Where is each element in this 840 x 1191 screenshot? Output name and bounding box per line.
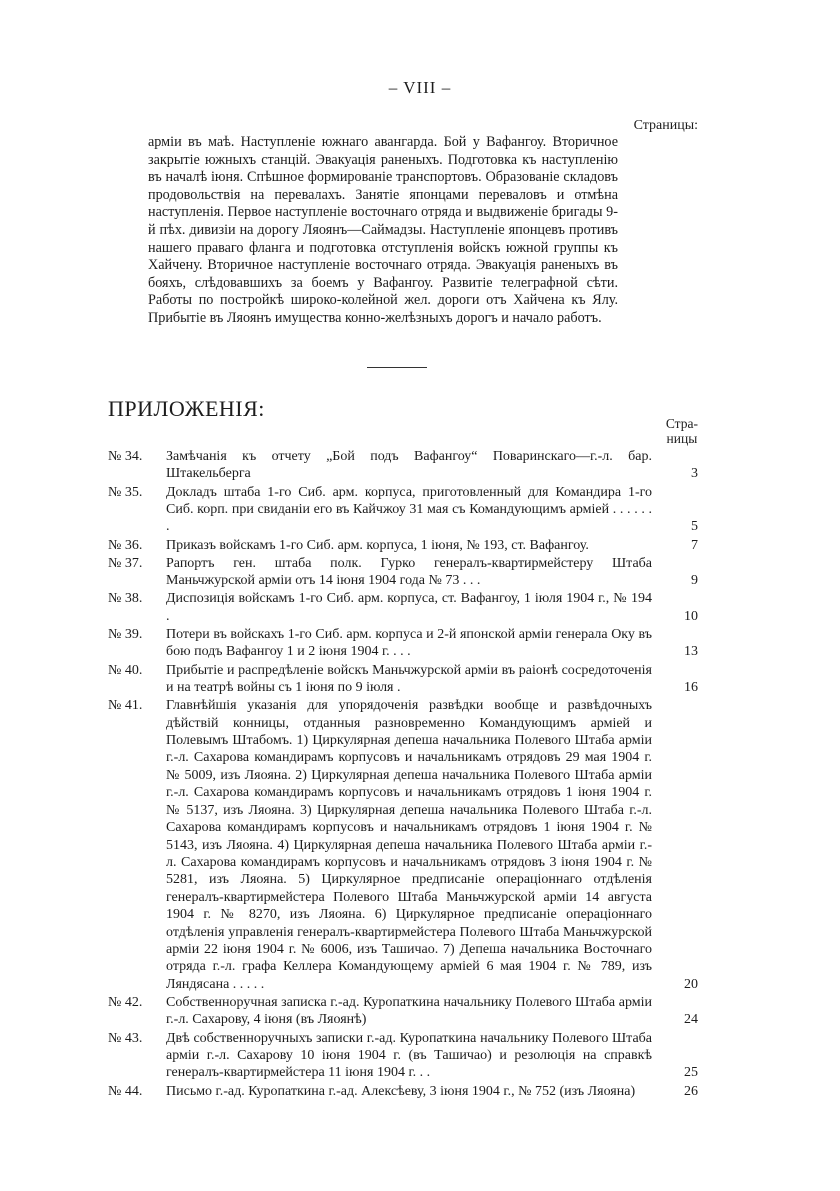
entry-number: № 35. xyxy=(108,484,143,500)
entry-page: 26 xyxy=(684,1083,698,1099)
entry-page: 20 xyxy=(684,976,698,992)
entry-number: № 40. xyxy=(108,662,143,678)
appendix-entry xyxy=(108,626,698,661)
entry-title: Прибытіе и распредѣленіе войскъ Маньчжурской арміи въ раіонѣ сосредоточенія и на театрѣ войны съ 1 іюня по 9 іюля . xyxy=(166,662,652,696)
entry-page: 25 xyxy=(684,1065,698,1081)
appendix-entry xyxy=(108,697,698,993)
entry-number: № 43. xyxy=(108,1030,143,1046)
entry-page: 10 xyxy=(684,608,698,624)
entry-title: Замѣчанія къ отчету „Бой подъ Вафангоу“ Поваринскаго—г.-л. бар. Штакельберга xyxy=(166,449,652,482)
entry-page: 9 xyxy=(691,573,698,589)
entry-title: Приказъ войскамъ 1-го Сиб. арм. корпуса, 1 іюня, № 193, ст. Вафангоу. xyxy=(166,537,589,553)
pages-column-heading xyxy=(666,416,698,446)
appendix-list xyxy=(108,448,698,1101)
entry-title: Докладъ штаба 1-го Сиб. арм. корпуса, приготовленный для Командира 1-го Сиб. корп. при свиданіи его въ Кайчжоу 31 мая съ Командующимъ арміей . . . . . . . xyxy=(166,484,652,535)
entry-title: Собственноручная записка г.-ад. Куропаткина начальнику Полевого Штаба арміи г.-л. Сахарову, 4 іюня (въ Ляоянѣ) xyxy=(166,994,652,1028)
pages-column-label: Страницы: xyxy=(633,118,698,133)
entry-page: 16 xyxy=(684,680,698,696)
entry-number: № 39. xyxy=(108,627,143,643)
entry-title: Письмо г.-ад. Куропаткина г.-ад. Алексѣеву, 3 іюня 1904 г., № 752 (изъ Ляояна) xyxy=(166,1083,636,1099)
entry-title: Главнѣйшія указанія для упорядоченія развѣдки вообще и развѣдочныхъ дѣйствій конницы, отданныя разновременно Командующимъ арміей и Полевымъ Штабомъ. 1) Циркулярная депеша начальника Полевого Штаба арміи г.-л. Сахарова командирамъ корпусовъ и начальникамъ отрядовъ 29 мая 1904 г. № 5009, изъ Ляояна. 2) Циркулярная депеша начальника Полевого Штаба арміи г.-л. Сахарова командирамъ корпусовъ и начальникамъ отрядовъ 1 іюня 1904 г. № 5137, изъ Ляояна. 3) Циркулярная депеша начальника Полевого Штаба г.-л. Сахарова командирамъ корпусовъ и начальникамъ отрядовъ 1 іюня 1904 г. № 5143, изъ Ляояна. 4) Циркулярная депеша начальника Полевого Штаба арміи г.-л. Сахарова командирамъ корпусовъ и начальникамъ отрядовъ 3 іюня 1904 г. № 5281, изъ Ляояна. 5) Циркулярное предписаніе операціоннаго отдѣленія генералъ-квартирмейстера Полевого Штаба Маньчжурской арміи 14 августа 1904 г. № 8270, изъ Ляояна. 6) Циркулярное предписаніе операціоннаго отдѣленія управленія генералъ-квартирмейстера Полевого Штаба Маньчжурской арміи 22 іюня 1904 г. № 6006, изъ Ташичао. 7) Депеша начальника Восточнаго отряда г.-л. графа Келлера Командующему арміей 6 мая 1904 г. № 789, изъ Ляндясана . . . . . xyxy=(166,698,652,992)
entry-page: 7 xyxy=(691,537,698,553)
appendices-title: ПРИЛОЖЕНІЯ: xyxy=(108,396,265,421)
entry-number: № 38. xyxy=(108,591,143,607)
entry-page: 5 xyxy=(691,519,698,535)
page-number: – VIII – xyxy=(388,78,452,97)
section-divider xyxy=(367,367,427,368)
appendix-entry xyxy=(108,1083,698,1100)
entry-title: Рапортъ ген. штаба полк. Гурко генералъ-квартирмейстеру Штаба Маньчжурской арміи отъ 14 іюня 1904 года № 73 . . . xyxy=(166,555,652,589)
appendix-entry xyxy=(108,662,698,697)
appendix-entry xyxy=(108,590,698,625)
entry-number: № 36. xyxy=(108,537,143,553)
entry-page: 24 xyxy=(684,1012,698,1028)
appendix-entry xyxy=(108,1030,698,1082)
entry-number: № 42. xyxy=(108,994,143,1010)
pages-heading-line-1: Стра- xyxy=(665,416,698,431)
entry-number: № 41. xyxy=(108,698,143,714)
appendix-entry xyxy=(108,994,698,1029)
entry-page: 13 xyxy=(684,644,698,660)
appendix-entry xyxy=(108,448,698,483)
pages-heading-line-2: ницы xyxy=(666,431,698,446)
appendix-entry xyxy=(108,555,698,590)
entry-title: Двѣ собственноручныхъ записки г.-ад. Куропаткина начальнику Полевого Штаба арміи г.-л. Сахарову 10 іюня 1904 г. (въ Ташичао) и резолюція на справкѣ генералъ-квартирмейстера 11 іюня 1904 г. . . xyxy=(166,1030,652,1081)
entry-title: Диспозиція войскамъ 1-го Сиб. арм. корпуса, ст. Вафангоу, 1 іюля 1904 г., № 194 . xyxy=(166,591,652,624)
entry-number: № 37. xyxy=(108,555,143,571)
chapter-summary-paragraph: арміи въ маѣ. Наступленіе южнаго авангарда. Бой у Вафангоу. Вторичное закрытіе южныхъ станцій. Эвакуація раненыхъ. Подготовка къ наступленію въ началѣ іюня. Спѣшное формированіе транспортовъ. Образованіе складовъ продовольствія на перевалахъ. Занятіе японцами переваловъ и отмѣна наступленія. Первое наступленіе восточнаго отряда и выдвиженіе бригады 9-й пѣх. дивизіи на дорогу Ляоянъ—Саймадзы. Наступленіе японцевъ противъ нашего праваго фланга и подготовка отступленія войскъ южной группы къ Хайчену. Вторичное наступленіе восточнаго отряда. Эвакуація раненыхъ въ бояхъ, слѣдовавшихъ за боемъ у Вафангоу. Развитіе телеграфной сѣти. Работы по постройкѣ широко-колейной жел. дороги отъ Хайчена къ Ялу. Прибытіе въ Ляоянъ имущества конно-желѣзныхъ дорогъ и начало работъ. xyxy=(148,134,618,326)
entry-page: 3 xyxy=(691,466,698,482)
entry-title: Потери въ войскахъ 1-го Сиб. арм. корпуса и 2-й японской арміи генерала Оку въ бою подъ Вафангоу 1 и 2 іюня 1904 г. . . . xyxy=(166,627,652,660)
entry-number: № 34. xyxy=(108,449,143,464)
entry-number: № 44. xyxy=(108,1083,143,1099)
appendix-entry xyxy=(108,484,698,536)
appendix-entry xyxy=(108,537,698,554)
